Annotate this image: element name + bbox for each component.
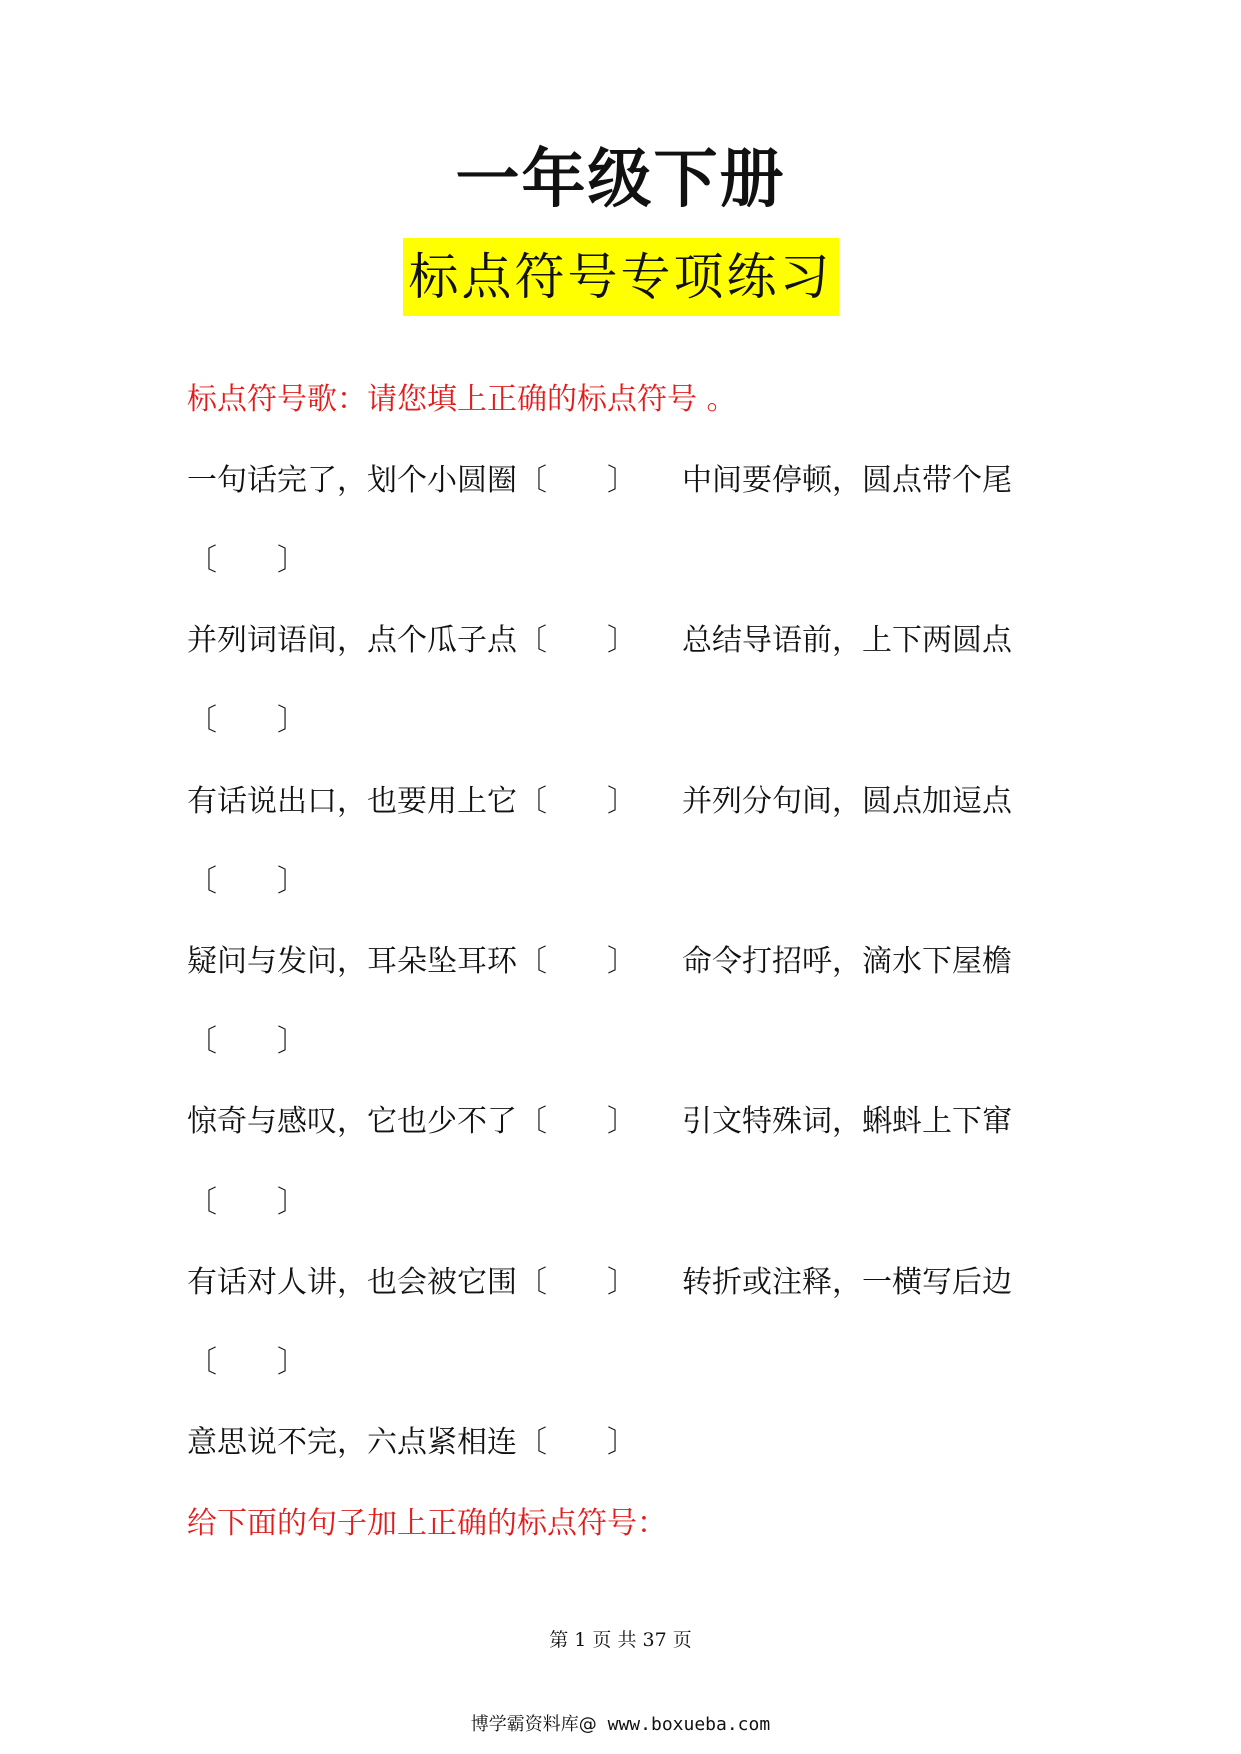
song-line: 惊奇与感叹，它也少不了〔 〕 引文特殊词，蝌蚪上下窜	[187, 1104, 1012, 1139]
song-line: 有话说出口，也要用上它〔 〕 并列分句间，圆点加逗点	[187, 784, 1012, 819]
section-heading-punctuation-song: 标点符号歌：请您填上正确的标点符号 。	[187, 382, 737, 417]
site-name: 博学霸资料库@	[470, 1714, 597, 1735]
song-line: 〔 〕	[187, 1185, 307, 1220]
song-line: 〔 〕	[187, 703, 307, 738]
site-watermark	[0, 1713, 1241, 1737]
document-title: 一年级下册	[455, 143, 786, 217]
section-heading-exercise: 给下面的句子加上正确的标点符号：	[187, 1506, 667, 1541]
highlighted-subtitle: 标点符号专项练习	[403, 238, 839, 316]
song-line: 〔 〕	[187, 1345, 307, 1380]
song-line: 有话对人讲，也会被它围〔 〕 转折或注释，一横写后边	[187, 1265, 1012, 1300]
song-line: 〔 〕	[187, 864, 307, 899]
page-number-footer: 第 1 页 共 37 页	[549, 1629, 692, 1651]
site-url: www.boxueba.com	[596, 1714, 771, 1735]
song-line: 〔 〕	[187, 543, 307, 578]
song-line: 意思说不完，六点紧相连〔 〕	[187, 1425, 637, 1460]
song-line: 一句话完了，划个小圆圈〔 〕 中间要停顿，圆点带个尾	[187, 463, 1012, 498]
song-line: 〔 〕	[187, 1024, 307, 1059]
subtitle-wrap	[0, 238, 1241, 316]
song-line: 疑问与发问，耳朵坠耳环〔 〕 命令打招呼，滴水下屋檐	[187, 944, 1012, 979]
song-line: 并列词语间，点个瓜子点〔 〕 总结导语前，上下两圆点	[187, 623, 1012, 658]
